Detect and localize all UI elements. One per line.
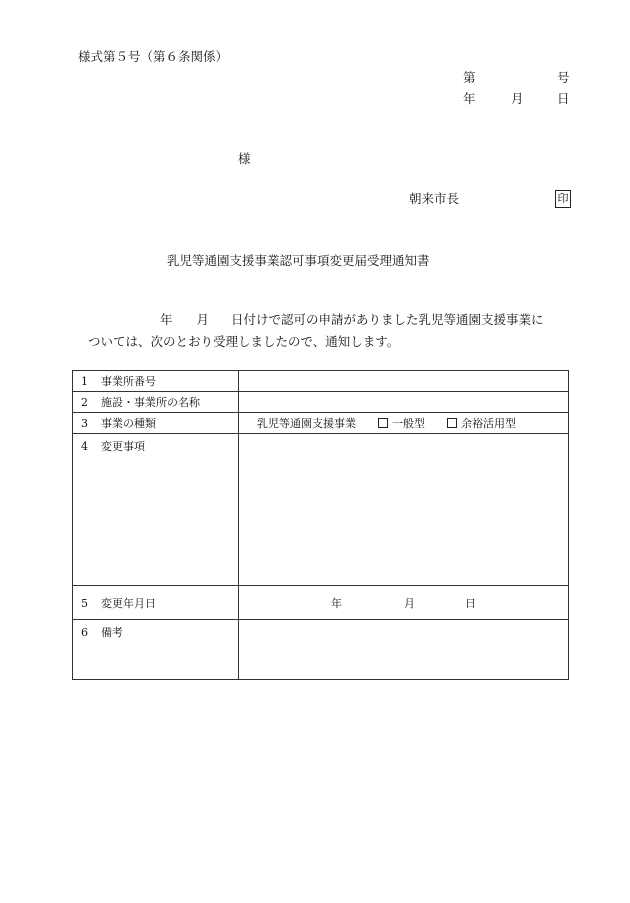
remarks-value <box>239 620 569 680</box>
body-line-2: ついては、次のとおり受理しましたので、通知します。 <box>88 334 400 349</box>
business-type-value <box>239 413 569 434</box>
checkbox-surplus[interactable] <box>447 418 457 428</box>
body-line-1-text: 日付けで認可の申請がありました乳児等通園支援事業に <box>231 312 544 327</box>
row-label-change-items: 4 変更事項 <box>73 434 239 586</box>
doc-no-prefix: 第 <box>463 70 476 85</box>
row-label-business-type: 3 事業の種類 <box>73 413 239 434</box>
addressee-suffix: 様 <box>238 151 251 166</box>
facility-name-value <box>239 392 569 413</box>
table-row <box>73 434 569 586</box>
row-label-remarks: 6 備考 <box>73 620 239 680</box>
body-year: 年 <box>160 312 173 327</box>
change-date-year: 年 <box>331 596 342 610</box>
office-number-value <box>239 371 569 392</box>
business-type-name: 乳児等通園支援事業 <box>257 417 356 430</box>
doc-no-suffix: 号 <box>557 70 570 85</box>
option-general-label: 一般型 <box>392 417 425 430</box>
issuer-name: 朝来市長 <box>409 191 460 206</box>
body-line-1 <box>78 309 578 331</box>
option-surplus-label: 余裕活用型 <box>461 417 516 430</box>
change-items-value <box>239 434 569 586</box>
issue-date-day: 日 <box>557 91 570 106</box>
document-title: 乳児等通園支援事業認可事項変更届受理通知書 <box>167 253 430 268</box>
notification-table <box>72 370 569 680</box>
issue-date-year: 年 <box>463 91 476 106</box>
issue-date-month: 月 <box>511 91 524 106</box>
body-month: 月 <box>196 312 210 327</box>
form-number: 様式第５号（第６条関係） <box>78 49 229 64</box>
row-label-change-date: 5 変更年月日 <box>73 586 239 620</box>
row-label-facility-name: 2 施設・事業所の名称 <box>73 392 239 413</box>
table-row <box>73 413 569 434</box>
change-date-value <box>239 586 569 620</box>
table-row <box>73 620 569 680</box>
table-row <box>73 392 569 413</box>
change-date-day: 日 <box>465 596 476 610</box>
row-label-office-number: 1 事業所番号 <box>73 371 239 392</box>
table-row <box>73 586 569 620</box>
seal-mark: 印 <box>555 190 571 208</box>
table-row <box>73 371 569 392</box>
checkbox-general[interactable] <box>378 418 388 428</box>
change-date-month: 月 <box>404 596 415 610</box>
